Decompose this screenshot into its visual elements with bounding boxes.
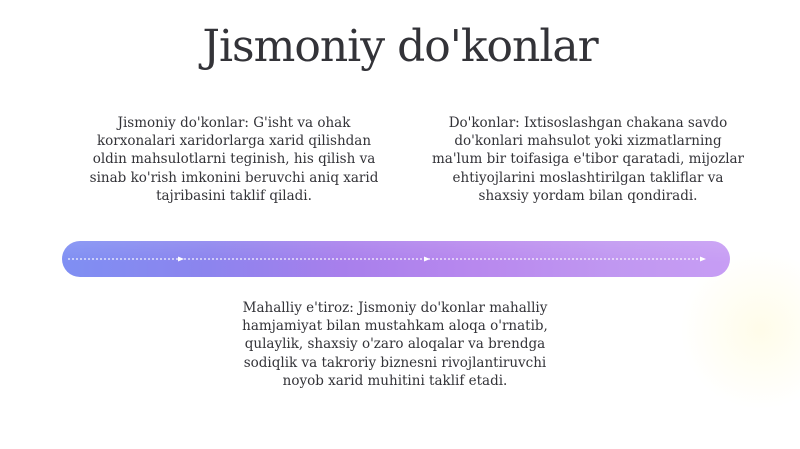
- text-block-specialty-stores: Do'konlar: Ixtisoslashgan chakana savdo do'konlari mahsulot yoki xizmatlarning ma'lum bir toifasiga e'tibor qaratadi, mijozlar ehtiyojlarini moslashtirilgan takliflar va shaxsiy yordam bilan qondiradi.: [431, 115, 745, 204]
- arrow-head-1-icon: [178, 257, 184, 262]
- page-title: Jismoniy do'konlar: [202, 21, 598, 72]
- timeline-arrows: [62, 241, 730, 277]
- timeline-bar: [62, 241, 730, 277]
- arrow-head-3-icon: [700, 257, 706, 262]
- text-block-brick-and-mortar: Jismoniy do'konlar: G'isht va ohak korxonalari xaridorlarga xarid qilishdan oldin mahsulotlarni teginish, his qilish va sinab ko'rish imkonini beruvchi aniq xarid tajribasini taklif qiladi.: [89, 115, 379, 204]
- arrow-head-2-icon: [424, 257, 430, 262]
- text-block-local-appeal: Mahalliy e'tiroz: Jismoniy do'konlar mahalliy hamjamiyat bilan mustahkam aloqa o'rnatib, qulaylik, shaxsiy o'zaro aloqalar va brendga sodiqlik va takroriy biznesni rivojlantiruvchi noyob xarid muhitini taklif etadi.: [242, 300, 548, 389]
